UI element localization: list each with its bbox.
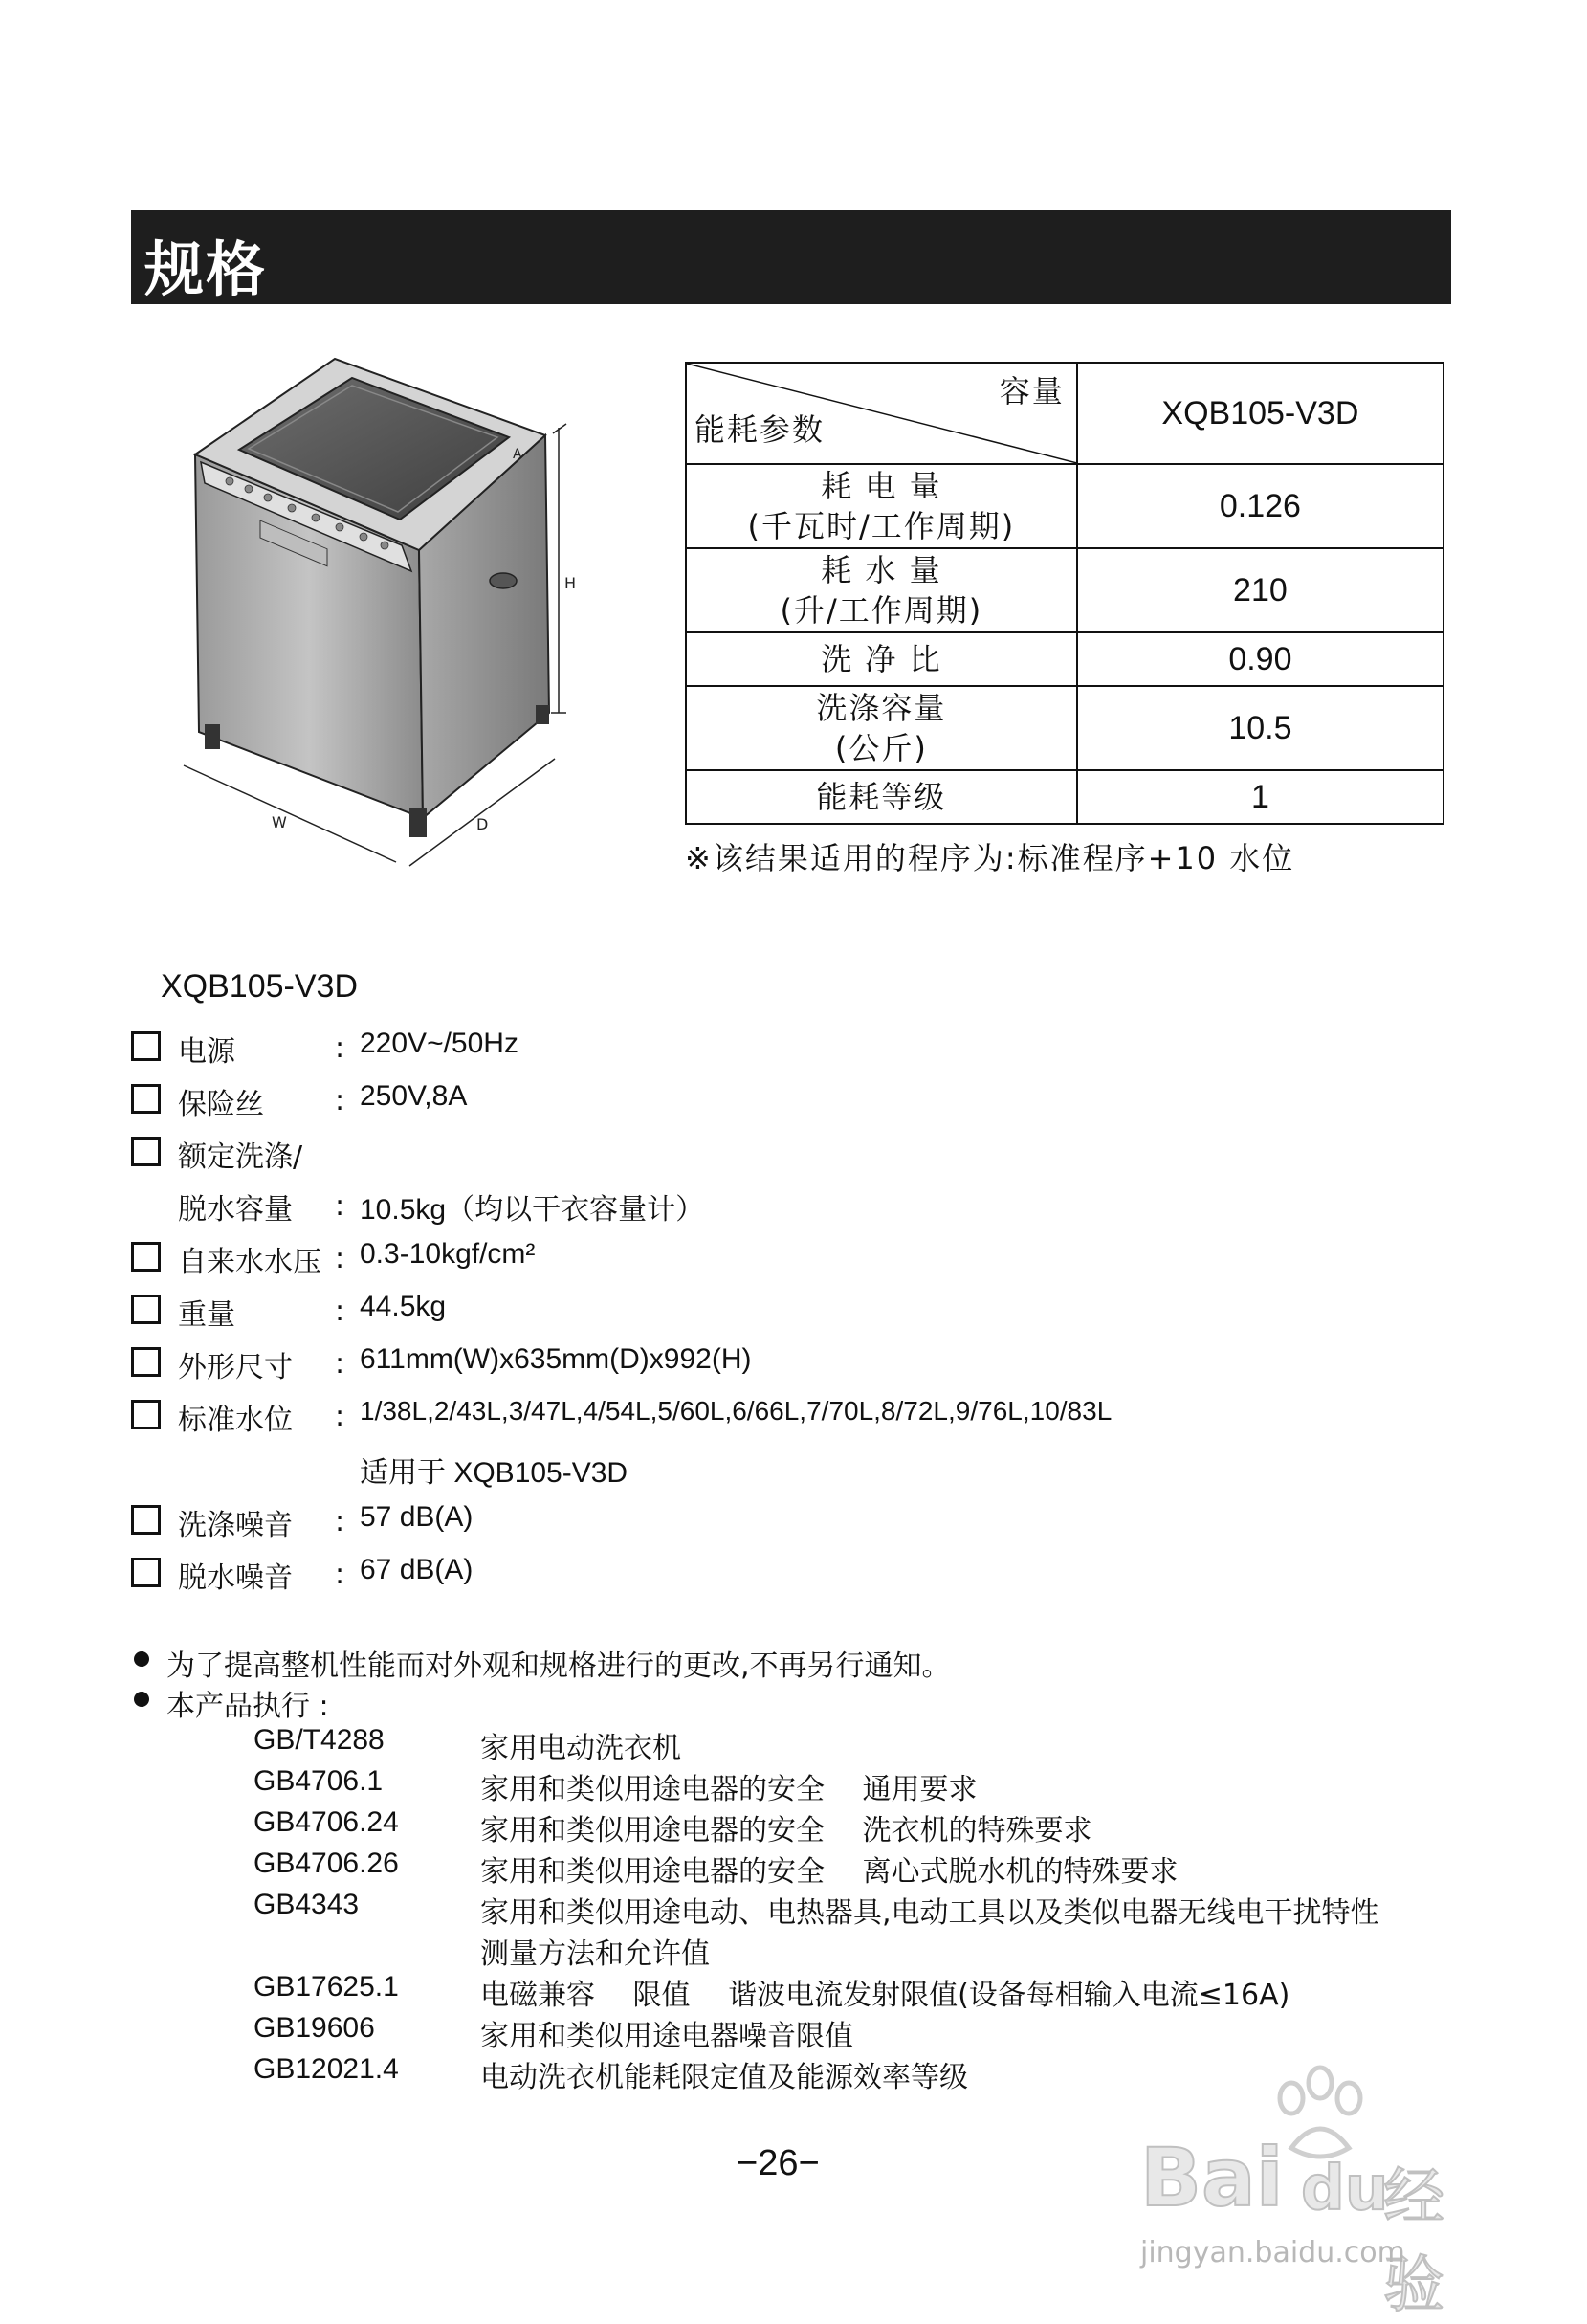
spec-label: 保险丝: [178, 1088, 264, 1121]
standard-code: GB19606: [253, 2012, 375, 2044]
row-value: 210: [1077, 548, 1444, 632]
table-row: [686, 686, 1444, 770]
row-sublabel: (升/工作周期): [780, 592, 983, 629]
row-label: 耗 电 量: [821, 468, 942, 504]
spec-colon: :: [335, 1505, 345, 1538]
spec-value: 611mm(W)x635mm(D)x992(H): [360, 1343, 752, 1375]
checkbox-icon: [131, 1084, 161, 1114]
spec-label: 额定洗涤/: [178, 1140, 303, 1174]
spec-colon: :: [335, 1189, 345, 1223]
capacity-header: 容量: [999, 373, 1065, 409]
spec-colon: :: [335, 1295, 345, 1328]
checkbox-icon: [131, 1242, 161, 1272]
standard-code: GB4706.24: [253, 1806, 399, 1838]
spec-label: 外形尺寸: [178, 1351, 293, 1384]
washer-illustration: [172, 330, 631, 885]
spec-value: 44.5kg: [360, 1291, 447, 1322]
spec-label: 自来水水压: [178, 1246, 321, 1279]
checkbox-icon: [131, 1558, 161, 1587]
spec-colon: :: [335, 1400, 345, 1433]
row-label: 耗 水 量: [821, 552, 942, 588]
bullet-icon: [134, 1651, 149, 1667]
spec-colon: :: [335, 1347, 345, 1381]
checkbox-icon: [131, 1505, 161, 1535]
spec-value: 1/38L,2/43L,3/47L,4/54L,5/60L,6/66L,7/70L,8/72L,9/76L,10/83L: [360, 1396, 1113, 1426]
row-label: 洗涤容量: [816, 690, 947, 726]
row-value: 0.126: [1077, 464, 1444, 548]
standard-code: GB17625.1: [253, 1971, 399, 2003]
spec-label-line2: 脱水容量: [178, 1193, 293, 1227]
row-sublabel: (公斤): [834, 730, 928, 766]
spec-value: 67 dB(A): [360, 1554, 474, 1585]
standard-desc: 家用和类似用途电器的安全 洗衣机的特殊要求: [480, 1814, 1092, 1848]
spec-value: 250V,8A: [360, 1080, 468, 1112]
spec-label: 电源: [178, 1035, 235, 1069]
standard-code: GB/T4288: [253, 1724, 385, 1756]
table-row: [686, 770, 1444, 824]
standard-code: GB4343: [253, 1889, 360, 1920]
checkbox-icon: [131, 1137, 161, 1166]
spec-colon: :: [335, 1084, 345, 1118]
checkbox-icon: [131, 1031, 161, 1061]
standard-desc: 电磁兼容 限值 谐波电流发射限值(设备每相输入电流≤16A): [480, 1979, 1290, 2012]
checkbox-icon: [131, 1347, 161, 1377]
spec-label: 标准水位: [178, 1404, 293, 1437]
spec-value: 0.3-10kgf/cm²: [360, 1238, 536, 1270]
spec-colon: :: [335, 1558, 345, 1591]
watermark-cn: 经验: [1383, 2162, 1444, 2321]
checkbox-icon: [131, 1400, 161, 1429]
row-value: 0.90: [1077, 632, 1444, 686]
spec-model: XQB105-V3D: [161, 968, 358, 1005]
page-number: −26−: [737, 2143, 820, 2183]
spec-colon: :: [335, 1242, 345, 1275]
svg-text:D: D: [476, 815, 489, 833]
section-title: 规格: [144, 234, 268, 304]
watermark-brand2: du: [1301, 2154, 1389, 2224]
spec-label: 洗涤噪音: [178, 1509, 293, 1542]
table-note: ※该结果适用的程序为:标准程序+10 水位: [685, 840, 1295, 876]
row-sublabel: (千瓦时/工作周期): [747, 508, 1016, 544]
checkbox-icon: [131, 1295, 161, 1324]
spec-label: 重量: [178, 1298, 235, 1332]
row-value: 1: [1077, 770, 1444, 824]
spec-label: 脱水噪音: [178, 1561, 293, 1595]
spec-colon: :: [335, 1031, 345, 1065]
spec-value: 57 dB(A): [360, 1501, 474, 1533]
svg-text:A: A: [513, 447, 522, 462]
svg-text:W: W: [272, 813, 287, 831]
table-row: [686, 632, 1444, 686]
spec-value: 10.5kg（均以干衣容量计）: [360, 1194, 705, 1226]
spec-value-line2: 适用于 XQB105-V3D: [360, 1457, 628, 1489]
standard-desc: 家用和类似用途电器噪音限值: [480, 2020, 853, 2053]
standard-desc: 家用和类似用途电动、电热器具,电动工具以及类似电器无线电干扰特性: [480, 1896, 1379, 1930]
standard-desc: 家用和类似用途电器的安全 离心式脱水机的特殊要求: [480, 1855, 1179, 1889]
standard-desc-line2: 测量方法和允许值: [480, 1937, 710, 1971]
note-text: 为了提高整机性能而对外观和规格进行的更改,不再另行通知。: [166, 1649, 951, 1683]
svg-text:H: H: [564, 574, 577, 592]
row-value: 10.5: [1077, 686, 1444, 770]
standard-code: GB12021.4: [253, 2053, 399, 2085]
table-row: [686, 548, 1444, 632]
baidu-watermark: [1119, 2062, 1502, 2321]
bullet-icon: [134, 1692, 149, 1707]
standard-desc: 家用和类似用途电器的安全 通用要求: [480, 1773, 978, 1806]
standard-code: GB4706.1: [253, 1765, 384, 1797]
standard-desc: 电动洗衣机能耗限定值及能源效率等级: [480, 2061, 968, 2094]
energy-table-corner-header: [686, 363, 1077, 464]
note-text: 本产品执行 :: [166, 1690, 329, 1723]
table-row: [686, 464, 1444, 548]
standard-code: GB4706.26: [253, 1848, 399, 1879]
spec-value: 220V~/50Hz: [360, 1028, 518, 1059]
watermark-brand: Bai: [1140, 2131, 1284, 2224]
row-label: 洗 净 比: [821, 641, 942, 677]
standard-desc: 家用电动洗衣机: [480, 1732, 681, 1765]
energy-table-model: XQB105-V3D: [1077, 363, 1444, 464]
row-label: 能耗等级: [816, 779, 947, 815]
watermark-url: jingyan.baidu.com: [1140, 2236, 1405, 2269]
energy-table: [685, 362, 1444, 825]
section-title-bar: [131, 210, 1451, 304]
energy-param-header: 能耗参数: [694, 411, 826, 448]
